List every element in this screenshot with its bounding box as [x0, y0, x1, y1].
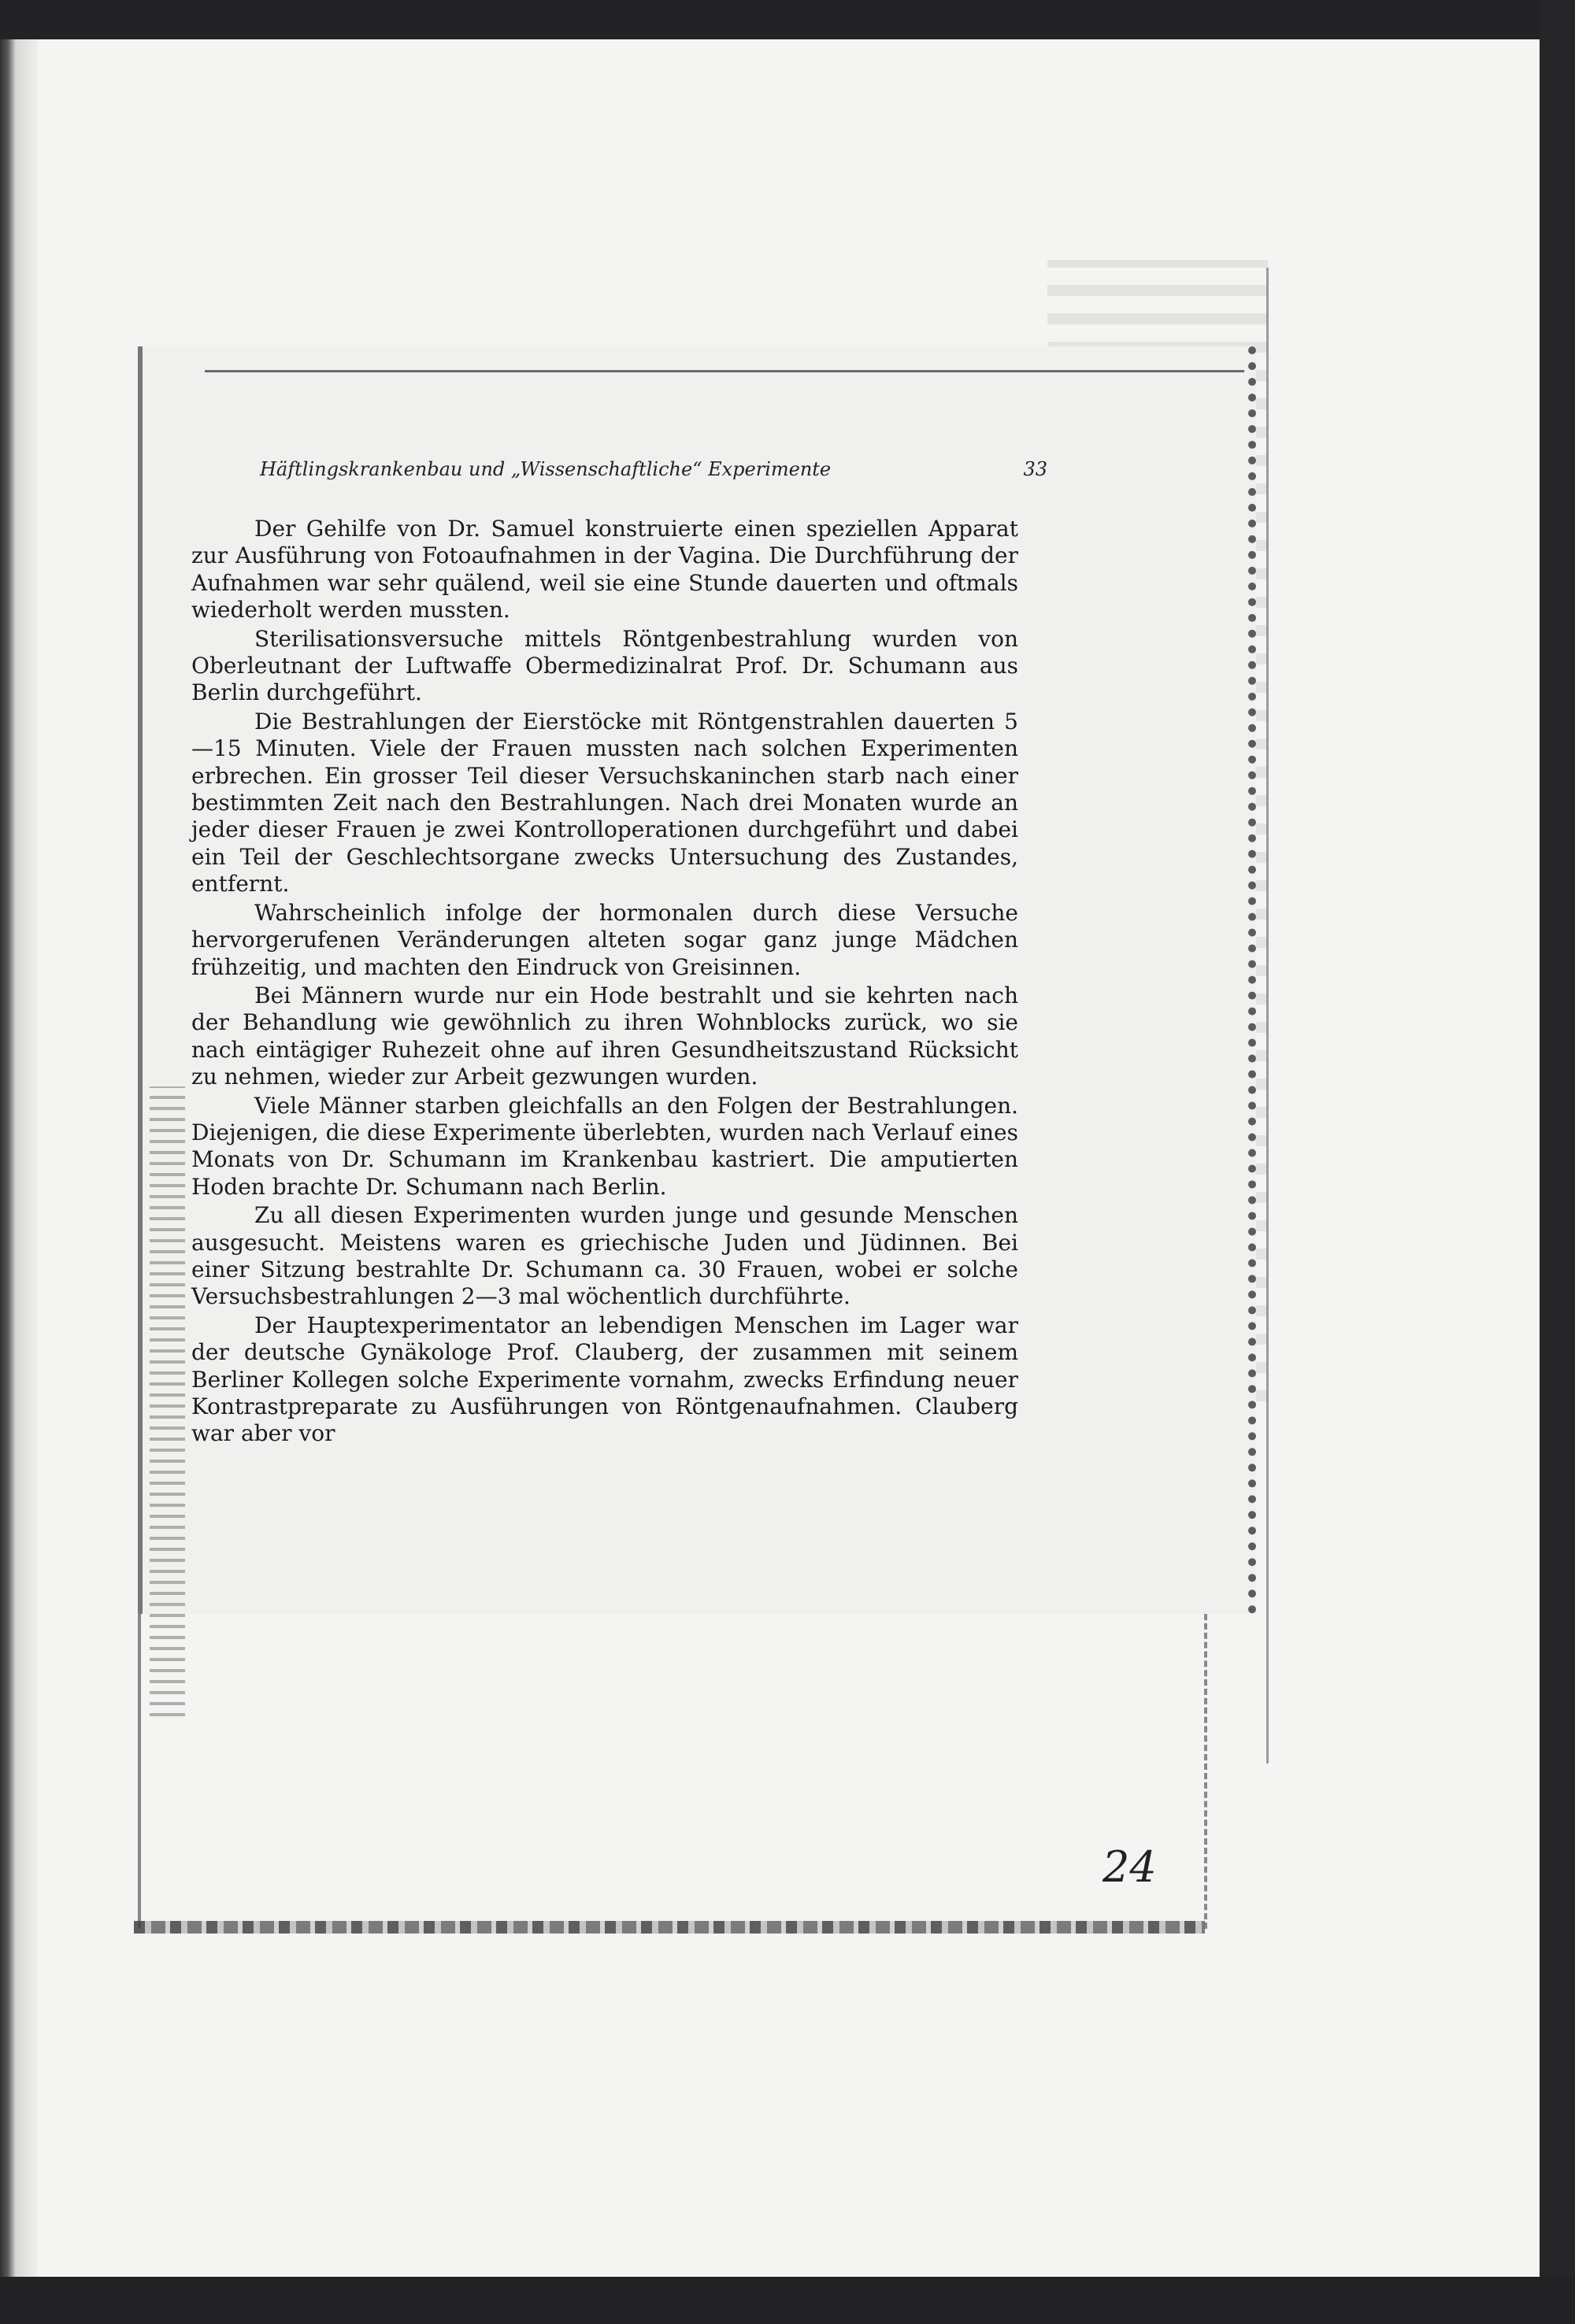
- handwritten-folio-number: 24: [1102, 1842, 1157, 1892]
- paragraph: Sterilisationsversuche mittels Röntgenbestrahlung wurden von Oberleutnant der Luftwaffe Obermedizinalrat Prof. Dr. Schumann aus Berlin durchgeführt.: [191, 625, 1018, 706]
- paragraph: Zu all diesen Experimenten wurden junge und gesunde Menschen ausgesucht. Meistens waren es griechische Juden und Jüdinnen. Bei einer Sitzung bestrahlte Dr. Schumann ca. 30 Frauen, wobei er solche Versuchsbestrahlungen 2—3 mal wöchentlich durchführte.: [191, 1202, 1018, 1310]
- body-text: [191, 516, 1018, 1448]
- paragraph: Viele Männer starben gleichfalls an den Folgen der Bestrahlungen. Diejenigen, die diese Experimente überlebten, wurden nach Verlauf eines Monats von Dr. Schumann im Krankenbau kastriert. Die amputierten Hoden brachte Dr. Schumann nach Berlin.: [191, 1092, 1018, 1200]
- running-head-title: Häftlingskrankenbau und „Wissenschaftliche“ Experimente: [260, 458, 832, 480]
- page-number: 33: [1023, 458, 1047, 480]
- photocopy-lower-outline: [138, 1614, 1207, 1929]
- paragraph: Der Gehilfe von Dr. Samuel konstruierte einen speziellen Apparat zur Ausführung von Fotoaufnahmen in der Vagina. Die Durchführung der Aufnahmen war sehr quälend, weil sie eine Stunde dauerten und oftmals wiederholt werden mussten.: [191, 516, 1018, 624]
- scan-background-bottom: [0, 2277, 1575, 2324]
- scan-background-top: [0, 0, 1575, 39]
- scan-background-right: [1540, 0, 1575, 2324]
- photocopy-top-rule: [205, 370, 1244, 372]
- paragraph: Die Bestrahlungen der Eierstöcke mit Röntgenstrahlen dauerten 5—15 Minuten. Viele der Frauen mussten nach solchen Experimenten erbrechen. Ein grosser Teil dieser Versuchskaninchen starb nach einer bestimmten Zeit nach den Bestrahlungen. Nach drei Monaten wurde an jeder dieser Frauen je zwei Kontrolloperationen durchgeführt und dabei ein Teil der Geschlechtsorgane zwecks Untersuchung des Zustandes, entfernt.: [191, 708, 1018, 897]
- photocopy-bottom-smudge: [134, 1921, 1205, 1934]
- running-head: [260, 458, 1047, 480]
- page-binding-edge: [0, 39, 38, 2277]
- paragraph: Der Hauptexperimentator an lebendigen Menschen im Lager war der deutsche Gynäkologe Prof. Clauberg, der zusammen mit seinem Berliner Kollegen solche Experimente vornahm, zwecks Erfindung neuer Kontrastpreparate zu Ausführungen von Röntgenaufnahmen. Clauberg war aber vor: [191, 1312, 1018, 1447]
- paragraph: Wahrscheinlich infolge der hormonalen durch diese Versuche hervorgerufenen Veränderungen alteten sogar ganz junge Mädchen frühzeitig, und machten den Eindruck von Greisinnen.: [191, 899, 1018, 980]
- paragraph: Bei Männern wurde nur ein Hode bestrahlt und sie kehrten nach der Behandlung wie gewöhnlich zu ihren Wohnblocks zurück, wo sie nach eintägiger Ruhezeit ohne auf ihren Gesundheitszustand Rücksicht zu nehmen, wieder zur Arbeit gezwungen wurden.: [191, 982, 1018, 1090]
